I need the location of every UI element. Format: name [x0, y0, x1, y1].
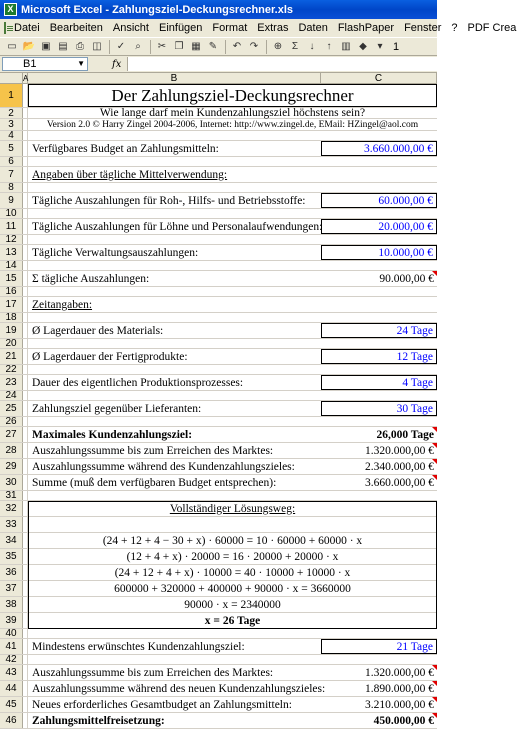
row-header[interactable]: 37 [0, 581, 23, 596]
zoom-icon[interactable]: ▾ [372, 39, 388, 54]
row-header[interactable]: 16 [0, 287, 23, 296]
row-header[interactable]: 3 [0, 119, 23, 130]
row-header[interactable]: 26 [0, 417, 23, 426]
merged-cell[interactable]: 90000 · x = 2340000 [28, 597, 437, 612]
table-row [0, 141, 437, 157]
cell-label[interactable] [28, 655, 321, 664]
paste-icon[interactable]: ▦ [188, 39, 204, 54]
cell-label[interactable] [28, 287, 321, 296]
row-header[interactable]: 9 [0, 193, 23, 208]
table-row [0, 375, 437, 391]
toolbar-separator [225, 40, 226, 54]
table-row [0, 131, 437, 141]
cell-label[interactable]: Tägliche Verwaltungsauszahlungen: [28, 245, 321, 260]
row-header[interactable]: 22 [0, 365, 23, 374]
row-header[interactable]: 18 [0, 313, 23, 322]
table-row [0, 261, 437, 271]
merged-cell[interactable]: Wie lange darf mein Kundenzahlungsziel höchstens sein? [28, 108, 437, 118]
value-cell[interactable]: 2.340.000,00 € [321, 459, 437, 474]
formula-bar [0, 56, 437, 73]
row-header[interactable]: 32 [0, 501, 23, 516]
cell-label[interactable] [28, 339, 321, 348]
column-headers [0, 73, 437, 84]
merged-cell[interactable]: 600000 + 320000 + 400000 + 90000 · x = 3660000 [28, 581, 437, 596]
table-row [0, 183, 437, 193]
table-row [0, 417, 437, 427]
input-cell[interactable]: 30 Tage [321, 401, 437, 416]
table-row [0, 401, 437, 417]
cell-label[interactable]: Auszahlungssumme bis zum Erreichen des Marktes: [28, 665, 321, 680]
cell-label[interactable] [28, 261, 321, 270]
menu-item[interactable]: Einfügen [154, 22, 207, 34]
table-row [0, 167, 437, 183]
value-cell[interactable]: 3.660.000,00 € [321, 475, 437, 490]
cell-label[interactable]: Angaben über tägliche Mittelverwendung: [28, 167, 321, 182]
input-cell[interactable]: 4 Tage [321, 375, 437, 390]
undo-icon[interactable]: ↶ [229, 39, 245, 54]
table-row [0, 297, 437, 313]
excel-icon: X [4, 3, 17, 16]
format-painter-icon[interactable]: ✎ [205, 39, 221, 54]
row-header[interactable]: 6 [0, 157, 23, 166]
cell-label[interactable]: Σ tägliche Auszahlungen: [28, 271, 321, 286]
row-header[interactable]: 5 [0, 141, 23, 156]
cell-label[interactable]: Ø Lagerdauer des Materials: [28, 323, 321, 338]
cell-label[interactable]: Tägliche Auszahlungen für Roh-, Hilfs- und Betriebsstoffe: [28, 193, 321, 208]
input-cell[interactable]: 24 Tage [321, 323, 437, 338]
value-cell[interactable] [321, 655, 437, 664]
page-title[interactable]: Der Zahlungsziel-Deckungsrechner [28, 84, 437, 107]
cell-label[interactable] [28, 417, 321, 426]
table-row [0, 339, 437, 349]
value-cell[interactable] [321, 297, 437, 312]
merged-cell[interactable]: x = 26 Tage [28, 613, 437, 628]
row-header[interactable]: 10 [0, 209, 23, 218]
value-cell[interactable] [321, 629, 437, 638]
formula-input[interactable] [127, 57, 437, 71]
print-icon[interactable]: ⎙ [72, 39, 88, 54]
table-row [0, 271, 437, 287]
table-row [0, 391, 437, 401]
cell-label[interactable]: Zahlungsmittelfreisetzung: [28, 713, 321, 728]
cell-label[interactable] [28, 157, 321, 166]
select-all-corner[interactable] [0, 73, 23, 84]
table-row [0, 349, 437, 365]
research-icon[interactable]: ⌕ [130, 39, 146, 54]
value-cell[interactable]: 1.890.000,00 € [321, 681, 437, 696]
new-icon[interactable]: ▭ [4, 39, 20, 54]
table-row [0, 245, 437, 261]
row-header[interactable]: 13 [0, 245, 23, 260]
row-header[interactable]: 27 [0, 427, 23, 442]
value-cell[interactable] [321, 167, 437, 182]
drawing-icon[interactable]: ◆ [355, 39, 371, 54]
value-cell[interactable] [321, 261, 437, 270]
value-cell[interactable]: 90.000,00 € [321, 271, 437, 286]
row-header[interactable]: 31 [0, 491, 23, 500]
row-header[interactable]: 14 [0, 261, 23, 270]
row-header[interactable]: 35 [0, 549, 23, 564]
toolbar-separator [266, 40, 267, 54]
value-cell[interactable] [321, 183, 437, 192]
sort-descending-icon[interactable]: ↑ [321, 39, 337, 54]
table-row [0, 193, 437, 209]
cell-label[interactable] [28, 131, 321, 140]
toolbar-separator [150, 40, 151, 54]
sort-ascending-icon[interactable]: ↓ [304, 39, 320, 54]
value-cell[interactable]: 1.320.000,00 € [321, 443, 437, 458]
fx-icon[interactable]: fx [112, 59, 121, 70]
input-cell[interactable]: 12 Tage [321, 349, 437, 364]
row-header[interactable]: 12 [0, 235, 23, 244]
row-header[interactable]: 17 [0, 297, 23, 312]
table-row [0, 365, 437, 375]
cell-label[interactable]: Maximales Kundenzahlungsziel: [28, 427, 321, 442]
table-row [0, 681, 437, 697]
cell-label[interactable]: Dauer des eigentlichen Produktionsprozesses: [28, 375, 321, 390]
value-cell[interactable]: 3.210.000,00 € [321, 697, 437, 712]
row-header[interactable]: 19 [0, 323, 23, 338]
column-header-a[interactable]: A [23, 73, 28, 84]
row-header[interactable]: 23 [0, 375, 23, 390]
row-header[interactable]: 38 [0, 597, 23, 612]
cell-label[interactable]: Auszahlungssumme während des neuen Kundenzahlungszieles: [28, 681, 321, 696]
table-row [0, 427, 437, 443]
value-cell[interactable] [321, 491, 437, 500]
table-row [0, 549, 437, 565]
table-row [0, 459, 437, 475]
table-row [0, 665, 437, 681]
table-row [0, 475, 437, 491]
chevron-down-icon[interactable]: ▼ [77, 58, 85, 70]
row-header[interactable]: 41 [0, 639, 23, 654]
value-cell[interactable] [321, 209, 437, 218]
table-row [0, 313, 437, 323]
cell-label[interactable]: Ø Lagerdauer der Fertigprodukte: [28, 349, 321, 364]
table-row [0, 639, 437, 655]
cut-icon[interactable]: ✂ [154, 39, 170, 54]
workbook-icon[interactable] [4, 22, 6, 34]
row-header[interactable]: 25 [0, 401, 23, 416]
worksheet-grid [0, 84, 437, 653]
row-header[interactable]: 28 [0, 443, 23, 458]
value-cell[interactable]: 450.000,00 € [321, 713, 437, 728]
standard-toolbar [0, 37, 437, 56]
table-row [0, 697, 437, 713]
value-cell[interactable] [321, 235, 437, 244]
row-header[interactable]: 33 [0, 517, 23, 532]
cell-label[interactable]: Mindestens erwünschtes Kundenzahlungsziel: [28, 639, 321, 654]
table-row [0, 323, 437, 339]
window-titlebar [0, 0, 437, 19]
table-row [0, 629, 437, 639]
row-header[interactable]: 45 [0, 697, 23, 712]
merged-cell[interactable]: (24 + 12 + 4 − 30 + x) · 60000 = 10 · 60000 + 60000 · x [28, 533, 437, 548]
merged-cell[interactable]: (24 + 12 + 4 + x) · 10000 = 40 · 10000 + 10000 · x [28, 565, 437, 580]
input-cell[interactable]: 20.000,00 € [321, 219, 437, 234]
row-header[interactable]: 8 [0, 183, 23, 192]
merged-cell[interactable] [28, 517, 437, 532]
row-header[interactable]: 2 [0, 108, 23, 118]
row-header[interactable]: 30 [0, 475, 23, 490]
row-header[interactable]: 46 [0, 713, 23, 728]
cell-label[interactable] [28, 629, 321, 638]
table-row [0, 157, 437, 167]
value-cell[interactable] [321, 339, 437, 348]
cell-label[interactable]: Summe (muß dem verfügbaren Budget entsprechen): [28, 475, 321, 490]
cell-label[interactable]: Auszahlungssumme während des Kundenzahlungszieles: [28, 459, 321, 474]
row-header[interactable]: 11 [0, 219, 23, 234]
cell-label[interactable] [28, 235, 321, 244]
permission-icon[interactable]: ▤ [55, 39, 71, 54]
name-box[interactable] [2, 57, 88, 71]
table-row [0, 287, 437, 297]
menu-item[interactable]: Ansicht [108, 22, 154, 34]
input-cell[interactable]: 21 Tage [321, 639, 437, 654]
value-cell[interactable]: 1.320.000,00 € [321, 665, 437, 680]
redo-icon[interactable]: ↷ [246, 39, 262, 54]
menu-item[interactable]: FlashPaper [333, 22, 399, 34]
menu-item[interactable]: Extras [252, 22, 293, 34]
merged-cell[interactable]: Version 2.0 © Harry Zingel 2004-2006, Internet: http://www.zingel.de, EMail: HZingel@aol.com [28, 119, 437, 130]
table-row [0, 613, 437, 629]
column-header-b[interactable]: B [28, 73, 321, 84]
row-header[interactable]: 29 [0, 459, 23, 474]
cell-label[interactable]: Neues erforderliches Gesamtbudget an Zahlungsmitteln: [28, 697, 321, 712]
input-cell[interactable]: 3.660.000,00 € [321, 141, 437, 156]
row-header[interactable]: 20 [0, 339, 23, 348]
merged-cell[interactable]: Vollständiger Lösungsweg: [28, 501, 437, 516]
row-header[interactable]: 43 [0, 665, 23, 680]
menu-item[interactable]: PDF Crea [463, 22, 521, 34]
value-cell[interactable] [321, 131, 437, 140]
row-header[interactable]: 39 [0, 613, 23, 628]
row-header[interactable]: 40 [0, 629, 23, 638]
cell-label[interactable] [28, 183, 321, 192]
row-header[interactable]: 7 [0, 167, 23, 182]
menu-item[interactable]: ? [446, 22, 462, 34]
cell-label[interactable] [28, 391, 321, 400]
menu-item[interactable]: Bearbeiten [45, 22, 108, 34]
cell-label[interactable]: Tägliche Auszahlungen für Löhne und Personalaufwendungen: [28, 219, 321, 234]
table-row [0, 581, 437, 597]
input-cell[interactable]: 60.000,00 € [321, 193, 437, 208]
table-row [0, 443, 437, 459]
cell-label[interactable]: Auszahlungssumme bis zum Erreichen des Marktes: [28, 443, 321, 458]
value-cell[interactable] [321, 417, 437, 426]
table-row [0, 84, 437, 108]
table-row [0, 517, 437, 533]
table-row [0, 491, 437, 501]
cell-label[interactable]: Zahlungsziel gegenüber Lieferanten: [28, 401, 321, 416]
toolbar-separator [109, 40, 110, 54]
name-box-value: B1 [23, 58, 36, 70]
value-cell[interactable]: 26,000 Tage [321, 427, 437, 442]
merged-cell[interactable]: (12 + 4 + x) · 20000 = 16 · 20000 + 20000 · x [28, 549, 437, 564]
open-icon[interactable]: 📂 [21, 39, 37, 54]
cell-label[interactable]: Zeitangaben: [28, 297, 321, 312]
row-header[interactable]: 15 [0, 271, 23, 286]
row-header[interactable]: 42 [0, 655, 23, 664]
cell-label[interactable] [28, 313, 321, 322]
menu-item[interactable]: Format [207, 22, 252, 34]
input-cell[interactable]: 10.000,00 € [321, 245, 437, 260]
table-row [0, 501, 437, 517]
row-header[interactable]: 34 [0, 533, 23, 548]
row-header[interactable]: 1 [0, 84, 23, 107]
table-row [0, 209, 437, 219]
cell-label[interactable]: Verfügbares Budget an Zahlungsmitteln: [28, 141, 321, 156]
zoom-value[interactable]: 1 [393, 41, 399, 53]
cell-label[interactable] [28, 209, 321, 218]
chart-wizard-icon[interactable]: ▥ [338, 39, 354, 54]
value-cell[interactable] [321, 365, 437, 374]
row-header[interactable]: 24 [0, 391, 23, 400]
autosum-icon[interactable]: Σ [287, 39, 303, 54]
hyperlink-icon[interactable]: ⊕ [270, 39, 286, 54]
cell-label[interactable] [28, 491, 321, 500]
table-row [0, 108, 437, 119]
table-row [0, 713, 437, 729]
menu-bar [0, 19, 437, 37]
menu-item[interactable]: Daten [293, 22, 332, 34]
cell-label[interactable] [28, 365, 321, 374]
menu-item[interactable]: Datei [9, 22, 45, 34]
row-header[interactable]: 44 [0, 681, 23, 696]
window-title: Microsoft Excel - Zahlungsziel-Deckungsrechner.xls [21, 4, 293, 16]
value-cell[interactable] [321, 287, 437, 296]
table-row [0, 655, 437, 665]
row-header[interactable]: 21 [0, 349, 23, 364]
save-icon[interactable]: ▣ [38, 39, 54, 54]
column-header-c[interactable]: C [321, 73, 437, 84]
table-row [0, 533, 437, 549]
table-row [0, 597, 437, 613]
value-cell[interactable] [321, 157, 437, 166]
row-header[interactable]: 36 [0, 565, 23, 580]
menu-item[interactable]: Fenster [399, 22, 446, 34]
spelling-icon[interactable]: ✓ [113, 39, 129, 54]
print-preview-icon[interactable]: ◫ [89, 39, 105, 54]
value-cell[interactable] [321, 313, 437, 322]
table-row [0, 219, 437, 235]
table-row [0, 235, 437, 245]
table-row [0, 119, 437, 131]
table-row [0, 565, 437, 581]
value-cell[interactable] [321, 391, 437, 400]
copy-icon[interactable]: ❐ [171, 39, 187, 54]
row-header[interactable]: 4 [0, 131, 23, 140]
